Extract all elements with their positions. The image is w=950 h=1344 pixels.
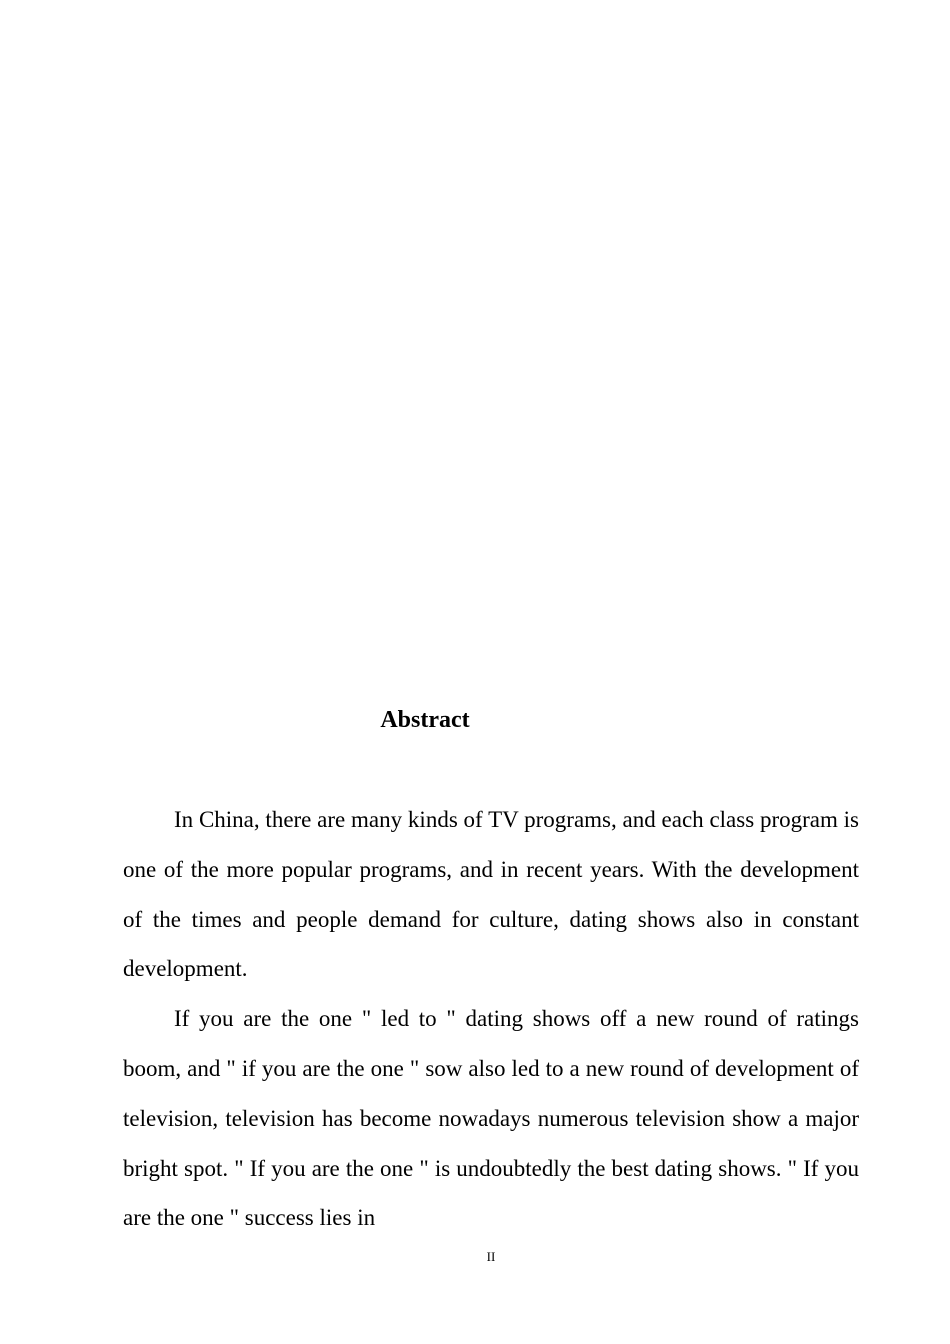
abstract-paragraph-1: In China, there are many kinds of TV programs, and each class program is one of the more popular programs, and in recent years. With the development of the times and people demand for culture, dating shows also in constant development.: [123, 807, 859, 982]
abstract-paragraph-2: If you are the one " led to " dating shows off a new round of ratings boom, and " if you are the one " sow also led to a new round of development of television, television has become nowadays numerous television show a major bright spot. " If you are the one " is undoubtedly the best dating shows. " If you are the one " success lies in: [123, 1006, 859, 1231]
page-number: II: [486, 1249, 496, 1264]
abstract-body: [123, 795, 859, 1243]
abstract-heading: Abstract: [380, 707, 470, 733]
